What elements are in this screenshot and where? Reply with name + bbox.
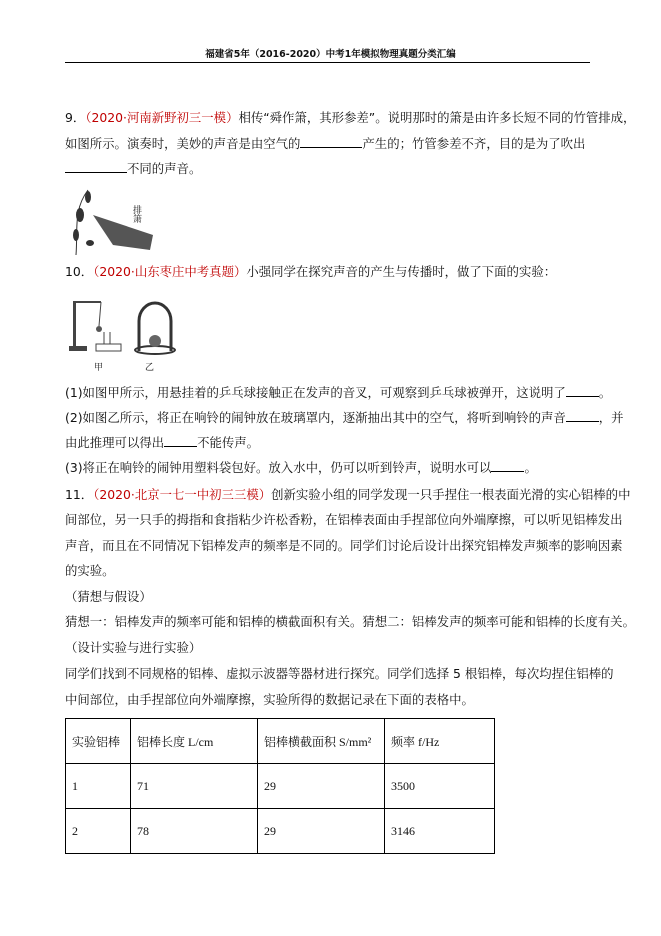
header-rule	[65, 62, 590, 63]
q11-text: 创新实验小组的同学发现一只手捏住一根表面光滑的实心铝棒的中	[271, 487, 631, 502]
q11-line4: 的实验。	[65, 563, 115, 578]
q9-line1	[65, 110, 635, 126]
q11-heading-hypothesis: （猜想与假设）	[65, 589, 152, 604]
q9-text: 产生的；竹管参差不齐，目的是为了吹出	[362, 136, 586, 151]
answer-blank[interactable]	[491, 459, 524, 472]
figure-label-jia: 甲	[94, 363, 104, 373]
q10-text: (2)如图乙所示，将正在响铃的闹钟放在玻璃罩内，逐渐抽出其中的空气，将听到响铃的声音	[65, 410, 566, 425]
q10-text: 小强同学在探究声音的产生与传播时，做了下面的实验：	[246, 264, 557, 279]
answer-blank[interactable]	[65, 160, 127, 173]
q9-text: 如图所示。演奏时，美妙的声音是由空气的	[65, 136, 301, 151]
q10-part1	[65, 384, 611, 401]
q11-line8: 同学们找到不同规格的铝棒、虚拟示波器等器材进行探究。同学们选择 5 根铝棒，每次均捏住铝棒的	[65, 666, 614, 681]
q11-line9: 中间部位，由手捏部位向外端摩擦，实验所得的数据记录在下面的表格中。	[65, 692, 474, 707]
answer-blank[interactable]	[164, 434, 197, 447]
table-cell: 78	[131, 809, 258, 854]
q10-stem	[65, 264, 556, 280]
q10-text: (3)将正在响铃的闹钟用塑料袋包好。放入水中，仍可以听到铃声，说明水可以	[65, 460, 492, 475]
q10-part2-cont	[65, 434, 259, 451]
q11-source: （2020·北京一七一中初三三模）	[93, 487, 272, 502]
table-header: 频率 f/Hz	[385, 719, 495, 764]
table-cell: 3500	[385, 764, 495, 809]
q11-line2: 间部位，另一只手的拇指和食指粘少许松香粉，在铝棒表面由手捏部位向外端摩擦，可以听见铝棒发出	[65, 512, 623, 527]
q10-text: ，并	[598, 410, 624, 425]
q11-line1	[65, 487, 630, 503]
q9-text: 不同的声音。	[127, 161, 202, 176]
table-cell: 1	[66, 764, 131, 809]
q11-line3: 声音，而且在不同情况下铝棒发声的频率是不同的。同学们讨论后设计出探究铝棒发声频率的影响因素	[65, 538, 623, 553]
answer-blank[interactable]	[300, 135, 362, 148]
q10-part3	[65, 459, 537, 476]
table-row	[66, 809, 495, 854]
table-cell: 29	[258, 764, 385, 809]
q11-number: 11．	[65, 487, 94, 502]
q9-text: 相传“舜作箫，其形参差”。说明那时的箫是由许多长短不同的竹管排成，	[238, 110, 636, 125]
q10-text: 。	[598, 385, 612, 400]
table-header: 铝棒长度 L/cm	[131, 719, 258, 764]
table-header: 实验铝棒	[66, 719, 131, 764]
q10-text: 不能传声。	[197, 435, 260, 450]
q9-line3	[65, 160, 201, 177]
figure-label-yi: 乙	[145, 363, 155, 373]
q9-line2	[65, 135, 585, 152]
q10-number: 10．	[65, 264, 94, 279]
q9-source: （2020·河南新野初三一模）	[85, 110, 239, 125]
q10-part2	[65, 409, 624, 426]
q11-line6: 猜想一：铝棒发声的频率可能和铝棒的横截面积有关。猜想二：铝棒发声的频率可能和铝棒的长度有关。	[65, 614, 635, 629]
table-row	[66, 764, 495, 809]
table-header: 铝棒横截面积 S/mm²	[258, 719, 385, 764]
figure-label: 排箫	[131, 205, 141, 223]
q9-number: 9．	[65, 110, 86, 125]
q11-heading-design: （设计实验与进行实验）	[65, 640, 202, 655]
q10-text: 。	[524, 460, 537, 475]
page-header: 福建省5年（2016-2020）中考1年模拟物理真题分类汇编	[205, 49, 456, 60]
answer-blank[interactable]	[566, 384, 599, 397]
tuning-fork-bell-jar-figure	[66, 296, 186, 356]
data-table	[65, 718, 495, 854]
table-cell: 3146	[385, 809, 495, 854]
answer-blank[interactable]	[566, 409, 599, 422]
q10-text: (1)如图甲所示，用悬挂着的乒乓球接触正在发声的音叉，可观察到乒乓球被弹开，这说明了	[65, 385, 566, 400]
q10-text: 由此推理可以得出	[65, 435, 165, 450]
table-cell: 2	[66, 809, 131, 854]
q10-source: （2020·山东枣庄中考真题）	[93, 264, 247, 279]
table-cell: 29	[258, 809, 385, 854]
table-header-row	[66, 719, 495, 764]
table-cell: 71	[131, 764, 258, 809]
